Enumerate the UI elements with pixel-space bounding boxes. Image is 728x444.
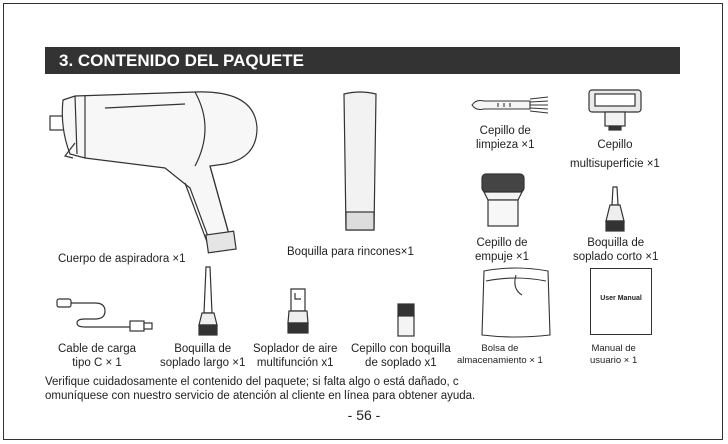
storage-bag-label: Bolsa de almacenamiento × 1: [457, 343, 543, 366]
page-number: - 56 -: [347, 407, 381, 423]
brush-nozzle-label: Cepillo con boquilla de soplado x1: [351, 343, 451, 369]
crevice-nozzle-label: Boquilla para rincones×1: [287, 246, 414, 258]
cleaning-brush-illustration: [470, 95, 550, 115]
vacuum-body-illustration: [45, 88, 275, 258]
push-brush-illustration: [478, 172, 528, 232]
section-title: 3. CONTENIDO DEL PAQUETE: [59, 51, 304, 70]
vacuum-body-label: Cuerpo de aspiradora ×1: [58, 253, 186, 265]
long-blow-nozzle-label: Boquilla de soplado largo ×1: [160, 343, 246, 369]
brush-nozzle-illustration: [393, 302, 419, 340]
long-blow-nozzle-illustration: [193, 265, 223, 340]
air-blower-illustration: [283, 285, 313, 340]
charging-cable-label: Cable de carga tipo C × 1: [58, 343, 136, 369]
user-manual-label: Manual de usuario × 1: [590, 343, 638, 366]
short-blow-nozzle-label: Boquilla de soplado corto ×1: [573, 237, 659, 263]
storage-bag-illustration: [478, 265, 553, 340]
user-manual-illustration: [590, 268, 652, 335]
section-header: [45, 47, 680, 74]
cleaning-brush-label: Cepillo de limpieza ×1: [476, 125, 535, 151]
charging-cable-illustration: [55, 293, 155, 333]
air-blower-label: Soplador de aire multifunción x1: [253, 343, 338, 369]
verification-note: Verifique cuidadosamente el contenido del paquete; si falta algo o está dañado, c omuníquese con nuestro servicio de atención al cliente en línea para obtener ayuda.: [45, 376, 476, 402]
crevice-nozzle-illustration: [340, 90, 380, 235]
multisurface-brush-illustration: [585, 88, 645, 133]
multisurface-brush-label: Cepillo multisuperficie ×1: [570, 139, 660, 170]
user-manual-cover-text: User Manual: [600, 295, 642, 302]
push-brush-label: Cepillo de empuje ×1: [475, 237, 530, 263]
short-blow-nozzle-illustration: [600, 185, 630, 235]
